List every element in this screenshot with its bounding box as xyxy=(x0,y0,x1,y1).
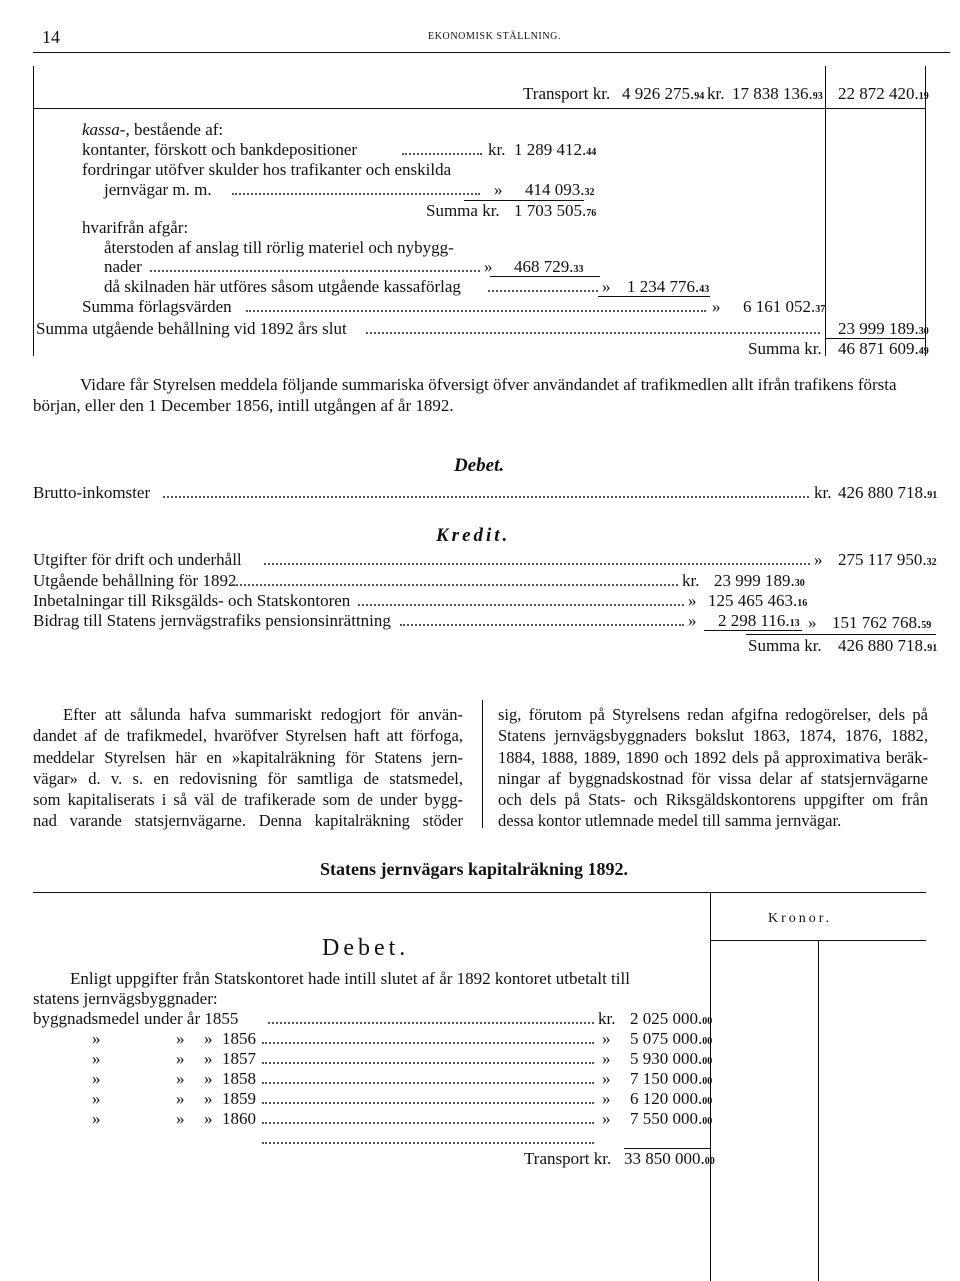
debet-heading: Debet. xyxy=(454,455,505,476)
fordringar-line: fordringar utöfver skulder hos trafikanter och enskilda xyxy=(82,160,452,179)
kapital-title: Statens jernvägars kapitalräkning 1892. xyxy=(320,859,629,879)
left-paragraph: Efter att sålunda hafva summariskt redogjort för använ- dandet af de trafikmedel, hvaröfver Styrelsen haft att förfoga, meddelar Styrelsen här en »kapitalräkning för Statens jern- vägar» d. v. s. en redovisning för samtliga de statsmedel, som kapitaliserats i så väl de trafikerade som de under bygg- nad varande statsjernvägarne. Denna kapitalräkning stöder xyxy=(33,705,463,831)
kapital-debet-heading: Debet. xyxy=(322,935,410,961)
kredit-heading: Kredit. xyxy=(436,525,511,546)
column-divider xyxy=(482,700,483,828)
kapital-intro-1: Enligt uppgifter från Statskontoret hade intill slutet af år 1892 kontoret utbetalt till xyxy=(70,969,630,988)
aterstoden-line: återstoden af anslag till rörlig materiel och nybygg- xyxy=(104,238,454,257)
right-paragraph: sig, förutom på Styrelsens redan afgifna redogörelser, dels på Statens jernvägsbyggnaders bokslut 1863, 1874, 1876, 1882, 1884, 1888, 1889, 1890 och 1892 dels på approximativa beräk- ningar af byggnadskostnad för vissa delar af statsjernvägarne och dels på Stats- och Riksgäldskontorens uppgifter om från dessa kontor utlemnade medel till samma jernvägar. xyxy=(498,705,928,831)
intro-line-2: början, eller den 1 December 1856, intill utgången af år 1892. xyxy=(33,396,454,415)
hvarifran-line: hvarifrån afgår: xyxy=(82,218,189,237)
kapital-intro-2: statens jernvägsbyggnader: xyxy=(33,989,218,1008)
intro-line-1: Vidare får Styrelsen meddela följande summariska öfversigt öfver användandet af trafikmedlen allt ifrån trafikens första xyxy=(80,375,897,394)
kronor-heading: Kronor. xyxy=(768,911,833,926)
page-number: 14 xyxy=(42,27,60,47)
kassa-heading: kassa-, bestående af: xyxy=(82,120,224,139)
header-rule xyxy=(33,52,950,53)
running-title: EKONOMISK STÄLLNING. xyxy=(428,31,562,42)
